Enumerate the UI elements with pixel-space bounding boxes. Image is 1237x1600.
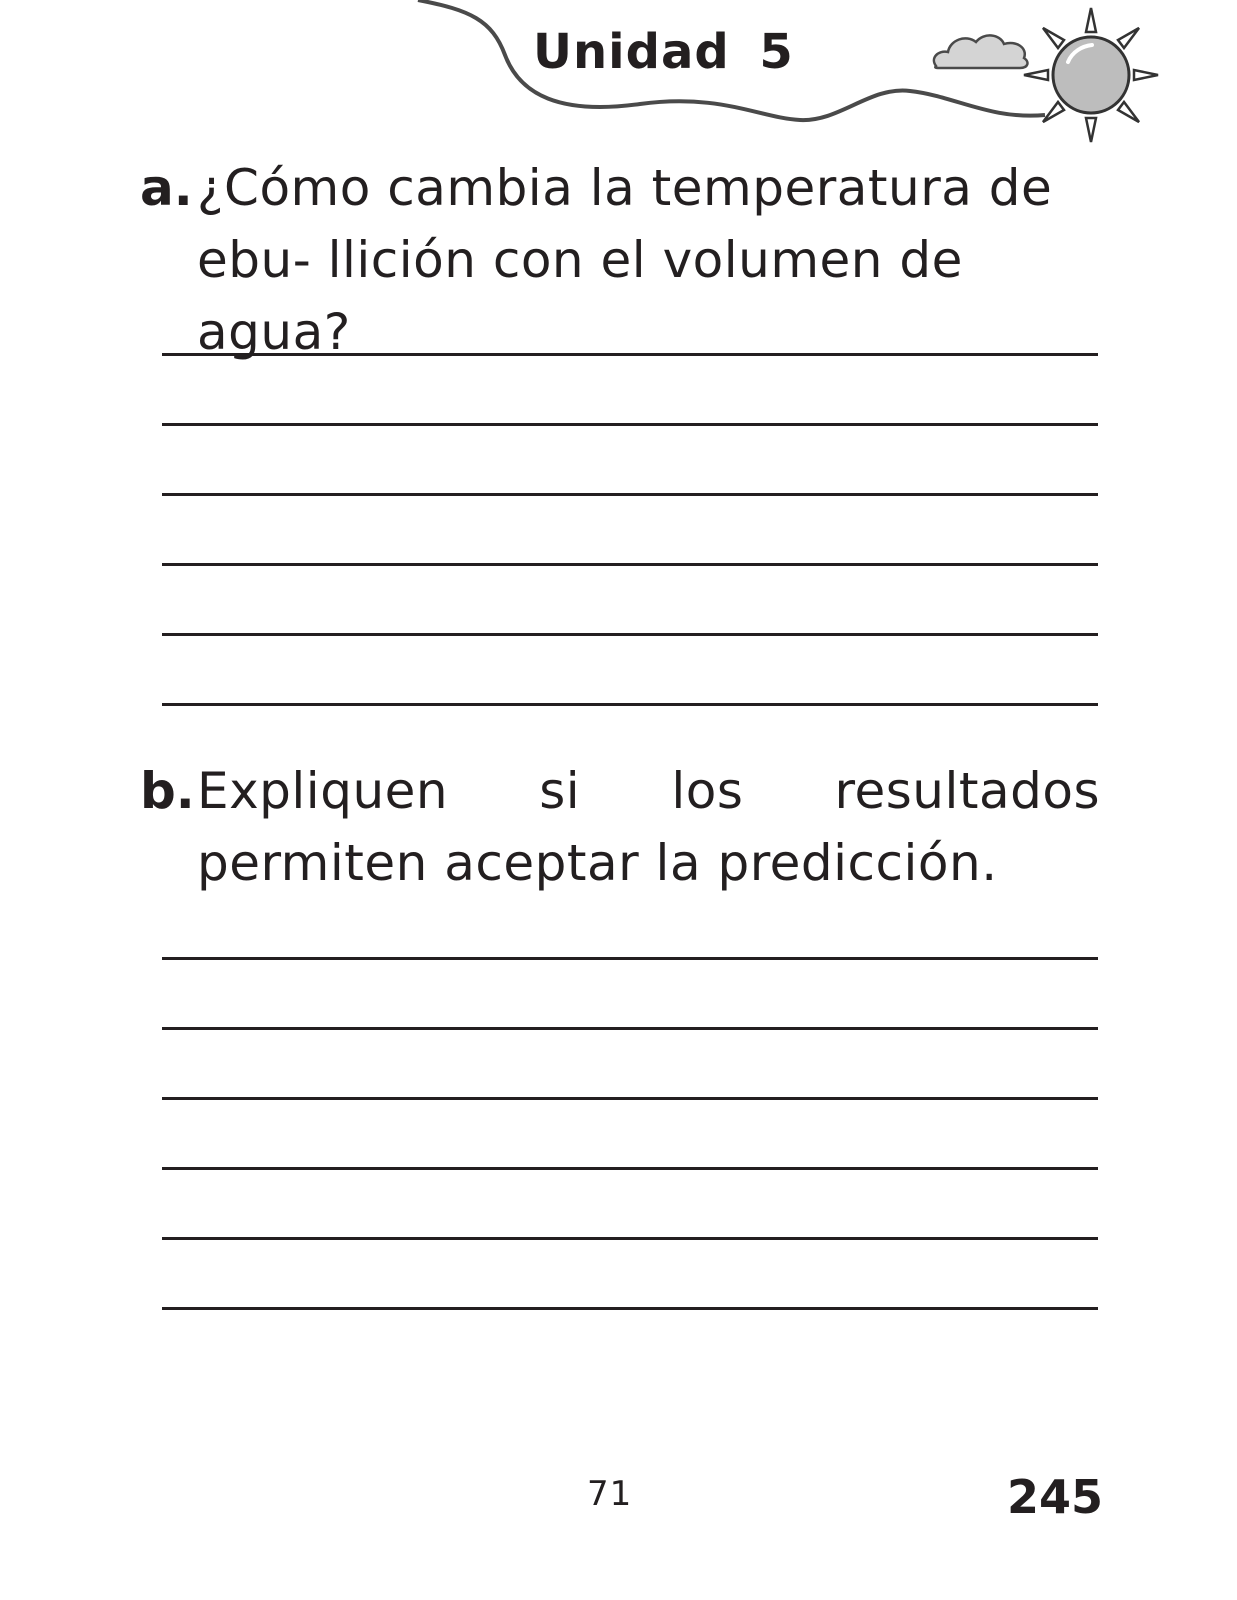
cloud-icon: [934, 35, 1028, 68]
answer-lines-a[interactable]: [162, 353, 1098, 773]
answer-lines-b[interactable]: [162, 957, 1098, 1377]
page-number: 245: [1006, 1470, 1103, 1524]
unit-title: Unidad 5: [533, 24, 794, 80]
question-letter: b.: [140, 762, 195, 820]
answer-line[interactable]: [162, 1237, 1098, 1240]
sun-icon: [1024, 8, 1158, 142]
question-letter: a.: [140, 159, 193, 217]
answer-line[interactable]: [162, 1027, 1098, 1030]
question-a: [140, 152, 1100, 368]
answer-line[interactable]: [162, 1167, 1098, 1170]
answer-line[interactable]: [162, 563, 1098, 566]
question-b: [140, 755, 1100, 899]
footer-center-number: 71: [587, 1474, 633, 1514]
answer-line[interactable]: [162, 423, 1098, 426]
question-text: ¿Cómo cambia la temperatura de ebu- llición con el volumen de agua?: [197, 159, 1053, 361]
answer-line[interactable]: [162, 1307, 1098, 1310]
answer-line[interactable]: [162, 703, 1098, 706]
question-text: Expliquen si los resultados permiten aceptar la predicción.: [197, 762, 1100, 892]
answer-line[interactable]: [162, 353, 1098, 356]
answer-line[interactable]: [162, 957, 1098, 960]
answer-line[interactable]: [162, 493, 1098, 496]
answer-line[interactable]: [162, 633, 1098, 636]
answer-line[interactable]: [162, 1097, 1098, 1100]
